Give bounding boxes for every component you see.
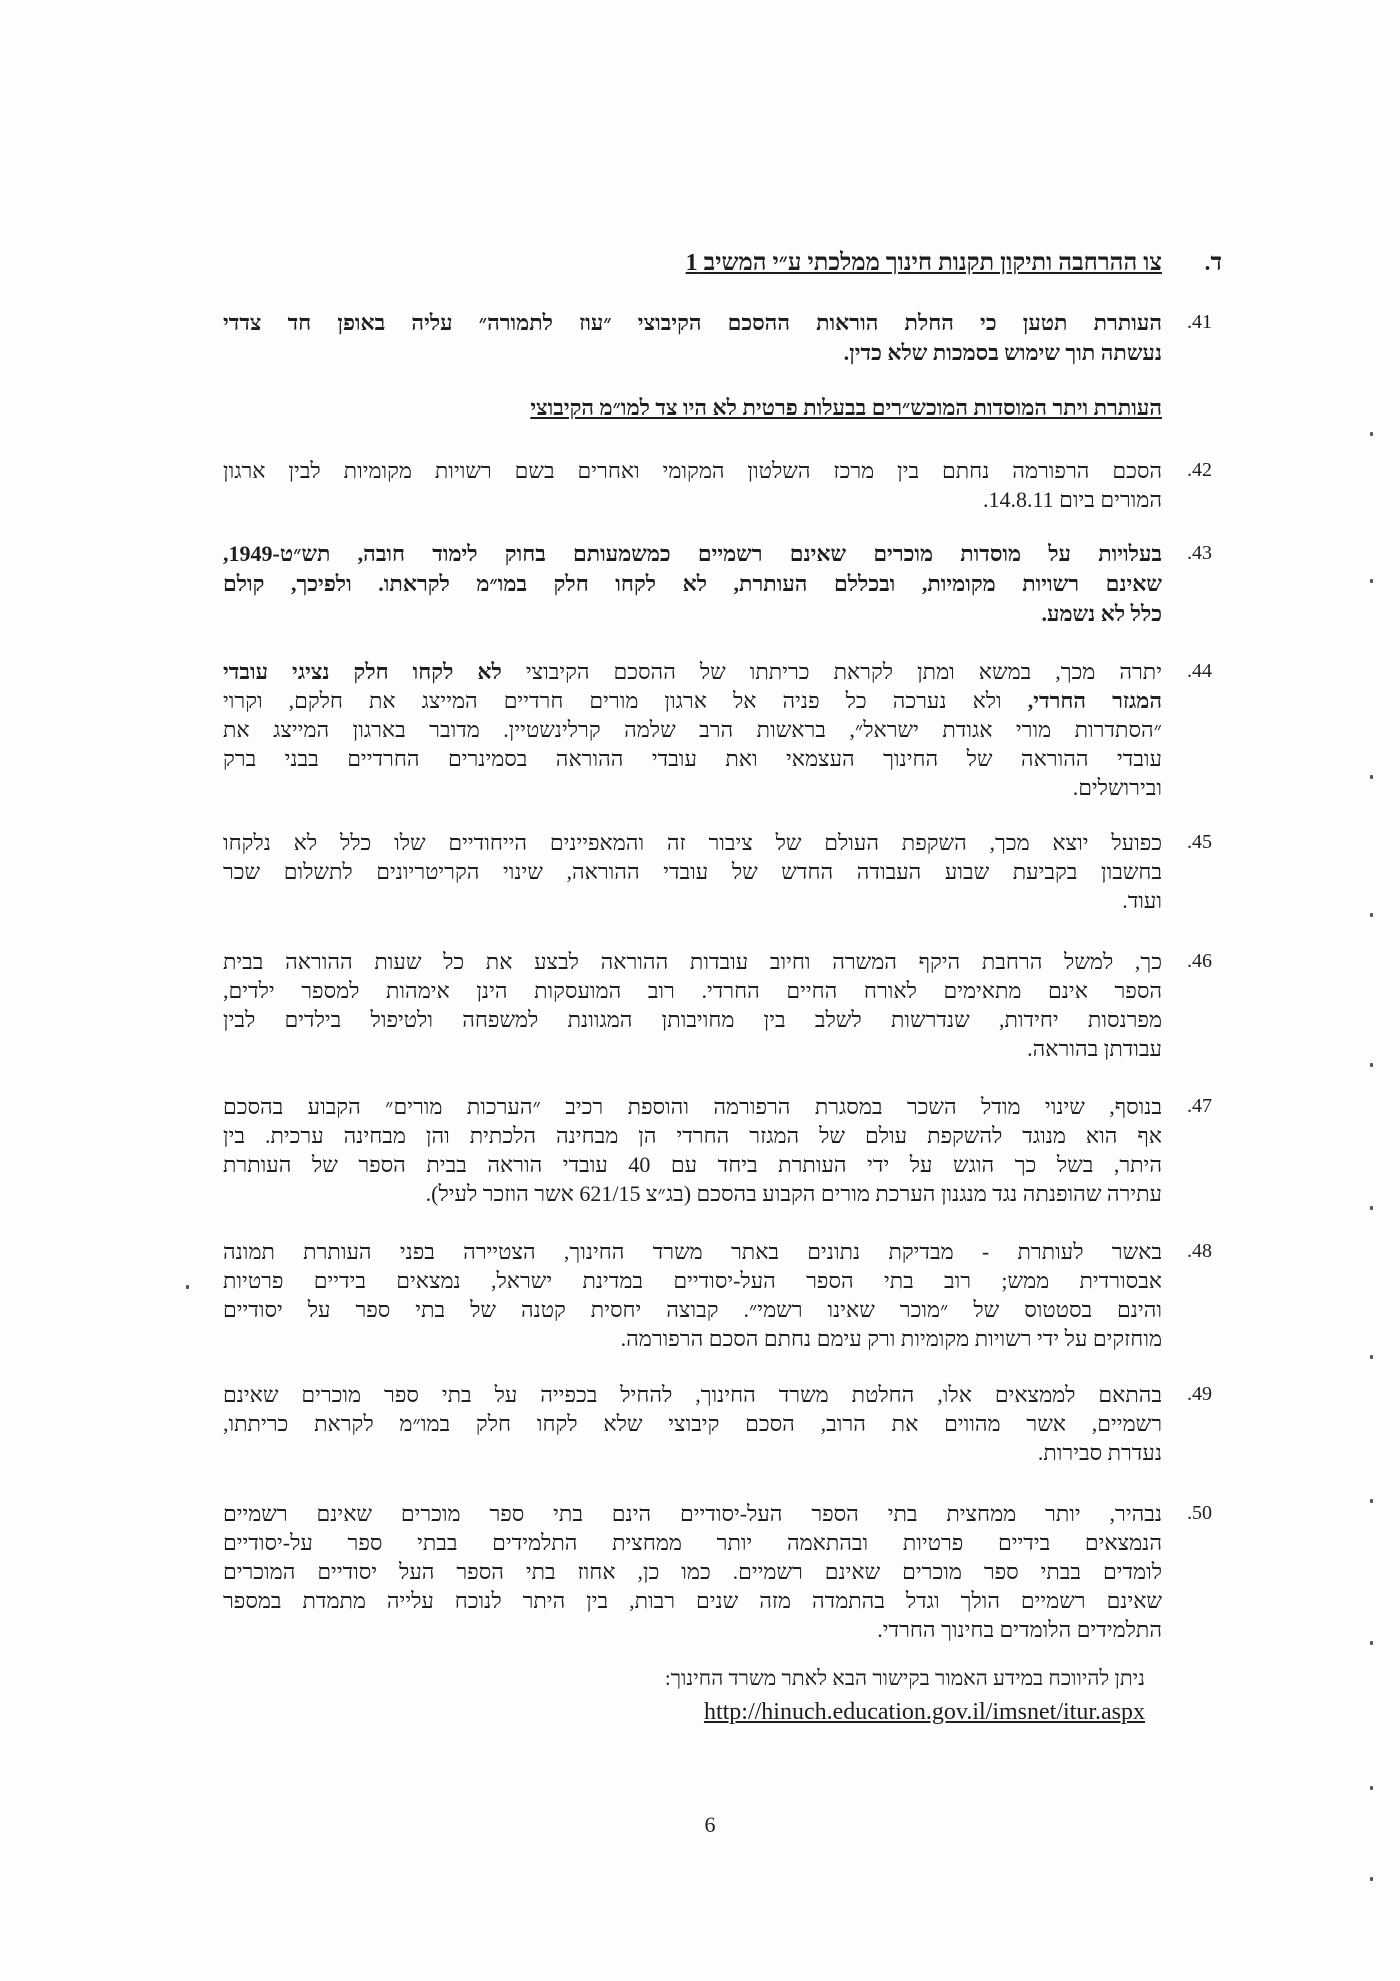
paragraph-text [223,456,1162,514]
scan-mark [1370,1641,1373,1645]
text-line: ועוד. [1122,888,1162,913]
text-line: אף הוא מנוגד להשקפת עולם של המגזר החרדי הן מבחינה הלכתית והן מבחינה ערכית. בין [223,1123,1162,1148]
page-number: 6 [704,1812,716,1837]
text-line [223,686,1162,715]
text-segment: ולא נערכה כל פניה אל ארגון מורים חרדיים המייצג את חלקם, וקרוי [223,688,1028,713]
scan-mark [1370,579,1373,583]
text-line: אבסורדית ממש; רוב בתי הספר העל-יסודיים במדינת ישראל, נמצאים בידיים פרטיות [223,1268,1162,1293]
paragraph-text [223,947,1162,1063]
paragraph-number: 41. [1187,311,1212,333]
text-line: באשר לעותרת - מבדיקת נתונים באתר משרד החינוך, הצטיירה בפני העותרת תמונה [223,1239,1162,1264]
paragraph-text [223,1092,1162,1208]
scan-mark [1370,1499,1373,1503]
scan-mark [186,1285,189,1289]
paragraph-text [223,1237,1162,1353]
scan-mark [1370,1063,1373,1067]
scan-mark [1370,1786,1373,1790]
text-line: ובירושלים. [1072,775,1162,800]
paragraph-number: 43. [1187,542,1212,564]
scan-mark [1370,913,1373,917]
text-line: עובדי ההוראה של החינוך העצמאי ואת עובדי ההוראה בסמינרים החרדיים בבני ברק [223,746,1162,771]
text-line: והינם בסטטוס של ״מוכר שאינו רשמי״. קבוצה יחסית קטנה של בתי ספר על יסודיים [223,1297,1162,1322]
text-line: הסכם הרפורמה נחתם בין מרכז השלטון המקומי ואחרים בשם רשויות מקומיות לבין ארגון [223,458,1162,483]
text-segment: יתרה מכך, במשא ומתן לקראת כריתתו של ההסכם הקיבוצי [501,659,1162,684]
paragraph-number: 45. [1187,831,1212,853]
paragraph-number: 44. [1187,660,1212,682]
section-title: צו ההרחבה ותיקון תקנות חינוך ממלכתי ע״י המשיב 1 [685,250,1162,276]
text-line: בנוסף, שינוי מודל השכר במסגרת הרפורמה והוספת רכיב ״הערכות מורים״ הקבוע בהסכם [223,1094,1162,1119]
paragraph-text [223,657,1162,802]
text-line: היתר, בשל כך הוגש על ידי העותרת ביחד עם 40 עובדי הוראה בבית הספר של העותרת [223,1152,1162,1177]
text-line: הנמצאים בידיים פרטיות ובהתאמה יותר ממחצית התלמידים בבתי ספר על-יסודיים [223,1530,1162,1555]
paragraph-number: 48. [1187,1240,1212,1262]
text-line: בעלויות על מוסדות מוכרים שאינם רשמיים כמשמעותם בחוק לימוד חובה, תש״ט-1949, [223,541,1162,566]
scan-mark [1370,432,1373,436]
text-line: כך, למשל הרחבת היקף המשרה וחיוב עובדות ההוראה לבצע את כל שעות ההוראה בבית [223,949,1162,974]
text-line: הספר אינם מתאימים לאורח החיים החרדי. רוב המועסקות הינן אימהות למספר ילדים, [223,978,1162,1003]
text-line: בהתאם לממצאים אלו, החלטת משרד החינוך, להחיל בכפייה על בתי ספר מוכרים שאינם [223,1382,1162,1407]
bold-text-segment: המגזר החרדי, [1027,688,1162,713]
bold-text-segment: לא לקחו חלק נציגי עובדי [223,659,502,684]
paragraph-number: 47. [1187,1095,1212,1117]
subheading: העותרת ויתר המוסדות המוכש״רים בבעלות פרטית לא היו צד למו״מ הקיבוצי [530,395,1162,420]
paragraph-text [223,1499,1162,1644]
paragraph-text [223,539,1162,629]
text-line: שאינם רשויות מקומיות, ובכללם העותרת, לא לקחו חלק במו״מ לקראתו. ולפיכך, קולם [223,571,1162,596]
scan-mark [1370,1355,1373,1359]
scan-mark [1370,1206,1373,1210]
text-line: שאינם רשמיים הולך וגדל בהתמדה מזה שנים רבות, בין היתר לנוכח עלייה מתמדת במספר [223,1588,1162,1613]
text-line: נבהיר, יותר ממחצית בתי הספר העל-יסודיים הינם בתי ספר מוכרים שאינם רשמיים [223,1501,1162,1526]
text-line: נעשתה תוך שימוש בסמכות שלא כדין. [843,340,1162,365]
paragraph-text [223,308,1162,368]
text-line: מוחזקים על ידי רשויות מקומיות ורק עימם נחתם הסכם הרפורמה. [620,1326,1162,1351]
scan-mark [1370,775,1373,779]
paragraph-number: 46. [1187,950,1212,972]
reference-link: http://hinuch.education.gov.il/imsnet/itur.aspx [703,1699,1145,1725]
text-line: עתירה שהופנתה נגד מנגנון הערכת מורים הקבוע בהסכם (בג״צ 621/15 אשר הוזכר לעיל). [425,1181,1162,1206]
text-line: עבודתן בהוראה. [1027,1036,1162,1061]
reference-note: ניתן להיווכח במידע האמור בקישור הבא לאתר משרד החינוך: [664,1666,1145,1690]
text-line: נעדרת סבירות. [1037,1440,1162,1465]
section-number: ד. [1204,250,1222,276]
text-line: כפועל יוצא מכך, השקפת העולם של ציבור זה והמאפיינים הייחודיים שלו כלל לא נלקחו [223,830,1162,855]
text-line: העותרת תטען כי החלת הוראות ההסכם הקיבוצי ״עוז לתמורה״ עליה באופן חד צדדי [223,310,1162,335]
paragraph-text [223,1380,1162,1467]
text-line: המורים ביום 14.8.11. [982,487,1162,512]
text-line: בחשבון בקביעת שבוע העבודה החדש של עובדי ההוראה, שינוי הקריטריונים לתשלום שכר [223,859,1162,884]
paragraph-number: 49. [1187,1383,1212,1405]
text-line: מפרנסות יחידות, שנדרשות לשלב בין מחויבותן המגוונת למשפחה ולטיפול בילדים לבין [223,1007,1162,1032]
scan-mark [1370,1877,1373,1881]
text-line: לומדים בבתי ספר מוכרים שאינם רשמיים. כמו כן, אחוז בתי הספר העל יסודיים המוכרים [223,1559,1162,1584]
text-line: ״הסתדרות מורי אגודת ישראל״, בראשות הרב שלמה קרלינשטיין. מדובר בארגון המייצג את [223,717,1162,742]
paragraph-number: 50. [1187,1502,1212,1524]
paragraph-text [223,828,1162,915]
text-line: רשמיים, אשר מהווים את הרוב, הסכם קיבוצי שלא לקחו חלק במו״מ לקראת כריתתו, [223,1411,1162,1436]
text-line [223,657,1162,686]
paragraph-number: 42. [1187,459,1212,481]
text-line: כלל לא נשמע. [1041,601,1162,626]
text-line: התלמידים הלומדים בחינוך החרדי. [877,1617,1162,1642]
